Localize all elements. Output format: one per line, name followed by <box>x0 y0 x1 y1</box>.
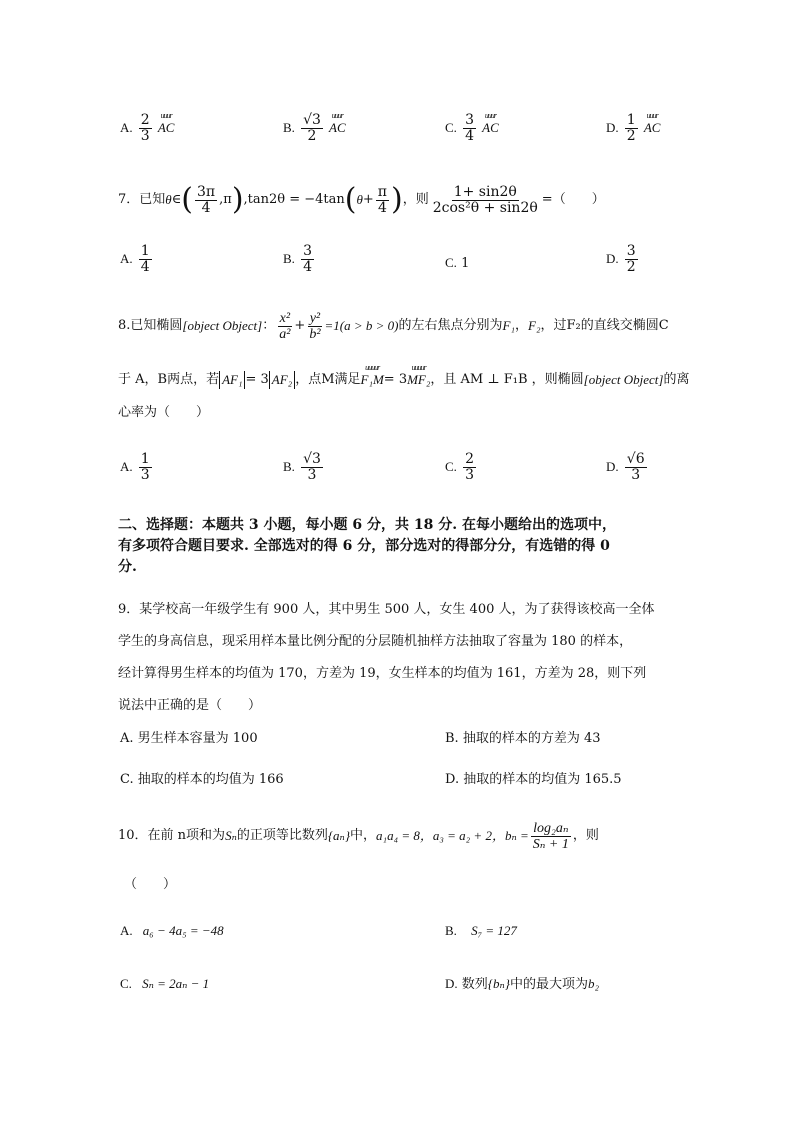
denominator: Sₙ + 1 <box>532 836 569 852</box>
q9-option-d[interactable]: D. 抽取的样本的均值为 165.5 <box>445 772 622 787</box>
ellipse-c: [object Object] <box>583 372 664 387</box>
option-label: B. <box>445 923 457 938</box>
q8-line2-a: 于 A，B两点，若 <box>118 372 220 387</box>
fraction <box>301 113 323 144</box>
denominator: 4 <box>140 259 150 275</box>
q6-option-a[interactable] <box>120 113 174 144</box>
numerator: 3π <box>197 183 216 200</box>
vector-text: AC <box>329 120 346 135</box>
b2-symbol: b₂ <box>587 976 600 991</box>
fraction <box>463 113 476 144</box>
focus-f1: F₁ <box>502 318 515 333</box>
option-expression: a₆ − 4a₅ = −48 <box>142 923 224 938</box>
option-label: A. <box>120 120 133 135</box>
q8-line2-d: 的离 <box>663 372 690 387</box>
denominator: b² <box>309 326 321 342</box>
numerator: 3 <box>465 112 474 128</box>
q8-options <box>120 452 680 492</box>
an-set: {aₙ} <box>327 828 351 843</box>
numerator: 1 <box>626 112 636 128</box>
q10-option-a[interactable] <box>120 922 224 941</box>
numerator: √3 <box>303 451 321 467</box>
vector-text: F₁M <box>360 372 384 387</box>
vector-arrow: uuur <box>646 111 658 120</box>
q8-line1: 8.已知椭圆 [object Object] ： $\frac{\text{x²}}{\text{a²}}$ + $\frac{\text{y²}}{\text{b²}}$ =1(a > b > 0) 的左右焦点分别为 F₁ ， F₂ ，过F₂的直线交椭圆C <box>118 310 669 342</box>
focus-f2: F₂ <box>528 318 541 333</box>
q7-stem: 7．已知 θ ∈ ( $\frac{3\pi}{4}$ ,π ) ,tan2θ = −4tan ( θ + $\frac{\pi}{4}$ ) ，则 $\frac{1+ \sin 2\theta}{\text{2cos²θ + sin2θ}}$ =（ ） <box>118 182 605 217</box>
option-label: B. <box>283 120 295 135</box>
option-label: C. <box>445 120 457 135</box>
fraction <box>195 185 217 216</box>
numerator: x² <box>279 310 291 326</box>
q7-option-d[interactable] <box>606 244 640 275</box>
numerator: 1 <box>140 451 150 467</box>
equals-three: = 3 <box>245 372 269 387</box>
denominator: 2 <box>626 259 636 275</box>
fraction <box>301 452 323 483</box>
ellipse-condition: =1(a > b > 0) <box>324 318 399 333</box>
vector-arrow: uuuur <box>411 363 426 372</box>
q10-mid1: 的正项等比数列 <box>236 828 328 843</box>
q10-option-d[interactable] <box>445 975 599 994</box>
vector-text: AC <box>482 120 499 135</box>
q9-option-b[interactable]: B. 抽取的样本的方差为 43 <box>445 731 601 746</box>
fraction <box>531 821 571 852</box>
vector-arrow: uuur <box>484 111 496 120</box>
option-label: A. <box>120 251 133 266</box>
numerator: √3 <box>303 112 321 128</box>
q6-options <box>120 107 680 151</box>
denominator: 3 <box>140 128 150 144</box>
q8-prefix: 8.已知椭圆 <box>118 318 183 333</box>
condition-1: a₁a₄ = 8 <box>376 828 420 843</box>
q8-line2-c: ，且 AM ⊥ F₁B ，则椭圆 <box>430 372 584 387</box>
denominator: 4 <box>465 128 474 144</box>
option-label: C. <box>445 459 457 474</box>
fraction <box>376 185 389 216</box>
in-symbol: ∈ <box>171 192 182 207</box>
ellipse-c: [object Object] <box>182 318 263 333</box>
section-2-line3: 分. <box>118 559 137 575</box>
option-label: A. <box>120 923 133 938</box>
q8-option-c[interactable] <box>445 452 478 483</box>
theta-symbol: θ <box>356 192 363 207</box>
fraction <box>307 311 322 342</box>
fraction <box>463 452 476 483</box>
option-text-pre: 数列 <box>461 977 488 992</box>
numerator: 2 <box>140 112 150 128</box>
vector-mf2 <box>407 363 431 389</box>
right-paren: ) <box>391 182 403 217</box>
option-text-post: 中的最大项为 <box>509 977 588 992</box>
q10-prefix: 10．在前 n项和为 <box>118 828 226 843</box>
option-label: A. <box>120 459 133 474</box>
vector-ac <box>482 111 499 137</box>
numerator: 3 <box>303 243 312 259</box>
q7-option-b[interactable] <box>283 244 316 275</box>
option-label: D. <box>606 459 619 474</box>
q8-option-b[interactable] <box>283 452 325 483</box>
colon: ： <box>262 318 276 333</box>
denominator: 3 <box>140 467 150 483</box>
q8-mid: 的左右焦点分别为 <box>398 318 503 333</box>
option-label: D. <box>445 976 458 991</box>
fraction <box>139 244 152 275</box>
vector-ac <box>329 111 346 137</box>
q8-line3-text: 心率为（ ） <box>118 405 210 420</box>
fraction <box>301 244 314 275</box>
option-value: 1 <box>461 256 470 271</box>
denominator: 2cos²θ + sin2θ <box>432 199 538 216</box>
left-paren: ( <box>344 182 357 217</box>
denominator: 2 <box>626 128 636 144</box>
q10-option-c[interactable] <box>120 975 209 994</box>
vector-arrow: uuur <box>331 111 343 120</box>
fraction <box>625 452 647 483</box>
q9-stem <box>118 594 678 722</box>
q9-option-c[interactable]: C. 抽取的样本的均值为 166 <box>120 772 284 787</box>
vector-arrow: uuuur <box>365 363 380 372</box>
q9-line1: 9．某学校高一年级学生有 900 人，其中男生 500 人，女生 400 人，为了获得该校高一全体 <box>118 602 655 617</box>
q8-option-d[interactable] <box>606 452 649 483</box>
numerator: log₂aₙ <box>533 820 569 836</box>
option-label: B. <box>283 459 295 474</box>
option-expression: Sₙ = 2aₙ − 1 <box>142 976 210 991</box>
q6-option-b[interactable] <box>283 113 346 144</box>
q9-line3: 经计算得男生样本的均值为 170，方差为 19，女生样本的均值为 161，方差为 28，则下列 <box>118 666 647 681</box>
option-label: C. <box>445 255 457 270</box>
q10-tail: ，则 <box>572 828 599 843</box>
q10-stem <box>118 816 678 856</box>
theta-symbol: θ <box>165 192 172 207</box>
option-label: C. <box>120 976 132 991</box>
denominator: 3 <box>307 467 317 483</box>
q9-line2: 学生的身高信息，现采用样本量比例分配的分层随机抽样方法抽取了容量为 180 的样本， <box>118 634 633 649</box>
q7-tail: =（ ） <box>541 192 605 207</box>
q7-prefix: 7．已知 <box>118 192 166 207</box>
q10-option-b[interactable] <box>445 922 517 941</box>
fraction <box>625 113 638 144</box>
right-paren: ) <box>231 182 244 217</box>
q8-line2 <box>118 363 690 392</box>
section-2-heading <box>118 515 678 578</box>
fraction <box>277 311 292 342</box>
option-label: D. <box>606 251 619 266</box>
vector-arrow: uuur <box>160 111 172 120</box>
q8-option-a[interactable] <box>120 452 154 483</box>
denominator: 3 <box>631 467 641 483</box>
denominator: 4 <box>303 259 312 275</box>
denominator: 3 <box>465 467 474 483</box>
q8-line1-tail: ，过F₂的直线交椭圆C <box>540 318 669 333</box>
interval-tail: ,π <box>219 192 232 207</box>
option-expression: S₇ = 127 <box>471 923 517 938</box>
sn-symbol: Sₙ <box>225 828 237 843</box>
q6-option-d[interactable] <box>606 113 660 144</box>
numerator: π <box>377 183 387 200</box>
numerator: √6 <box>626 451 645 467</box>
q7-then: ，则 <box>402 192 429 207</box>
q10-mid2: 中， <box>350 828 377 843</box>
vector-f1m <box>360 363 384 389</box>
denominator: 4 <box>377 199 387 216</box>
bn-definition: bₙ = <box>504 828 529 843</box>
fraction <box>431 185 540 216</box>
denominator: 4 <box>201 199 211 216</box>
section-2-line1: 二、选择题：本题共 3 小题，每小题 6 分，共 18 分. 在每小题给出的选项中， <box>118 517 616 533</box>
q7-option-c[interactable] <box>445 254 469 273</box>
q8-line3 <box>118 404 209 422</box>
denominator: 2 <box>307 128 317 144</box>
numerator: 3 <box>626 243 636 259</box>
q9-line4: 说法中正确的是（ ） <box>118 698 262 713</box>
numerator: y² <box>309 310 321 326</box>
vector-ac <box>643 111 661 137</box>
vector-text: AC <box>643 120 661 135</box>
section-2-line2: 有多项符合题目要求. 全部选对的得 6 分，部分选对的得部分分，有选错的得 0 <box>118 538 610 554</box>
abs-af2: AF₂ <box>269 371 295 389</box>
left-paren: ( <box>181 182 194 217</box>
abs-af1: AF₁ <box>219 371 245 389</box>
vector-text: AC <box>157 120 175 135</box>
option-label: B. <box>283 251 295 266</box>
numerator: 2 <box>465 451 474 467</box>
vector-text: MF₂ <box>407 372 431 387</box>
option-label: D. <box>606 120 619 135</box>
condition-2: ，a₃ = a₂ + 2， <box>419 828 505 843</box>
q7-option-a[interactable] <box>120 244 154 275</box>
q6-option-c[interactable] <box>445 113 499 144</box>
q9-option-a[interactable]: A. 男生样本容量为 100 <box>120 731 258 746</box>
numerator: 1+ sin2θ <box>453 183 517 200</box>
fraction <box>139 452 152 483</box>
equals-three: = 3 <box>383 372 408 387</box>
q7-options <box>120 244 680 284</box>
denominator: a² <box>279 326 291 342</box>
q7-equation: ,tan2θ = −4tan <box>243 192 345 207</box>
bn-set: {bₙ} <box>487 976 510 991</box>
fraction <box>625 244 638 275</box>
q10-answer-paren: （ ） <box>124 877 177 892</box>
numerator: 1 <box>140 243 150 259</box>
q8-line2-b: ，点M满足 <box>295 372 361 387</box>
vector-ac <box>157 111 175 137</box>
fraction <box>139 113 152 144</box>
